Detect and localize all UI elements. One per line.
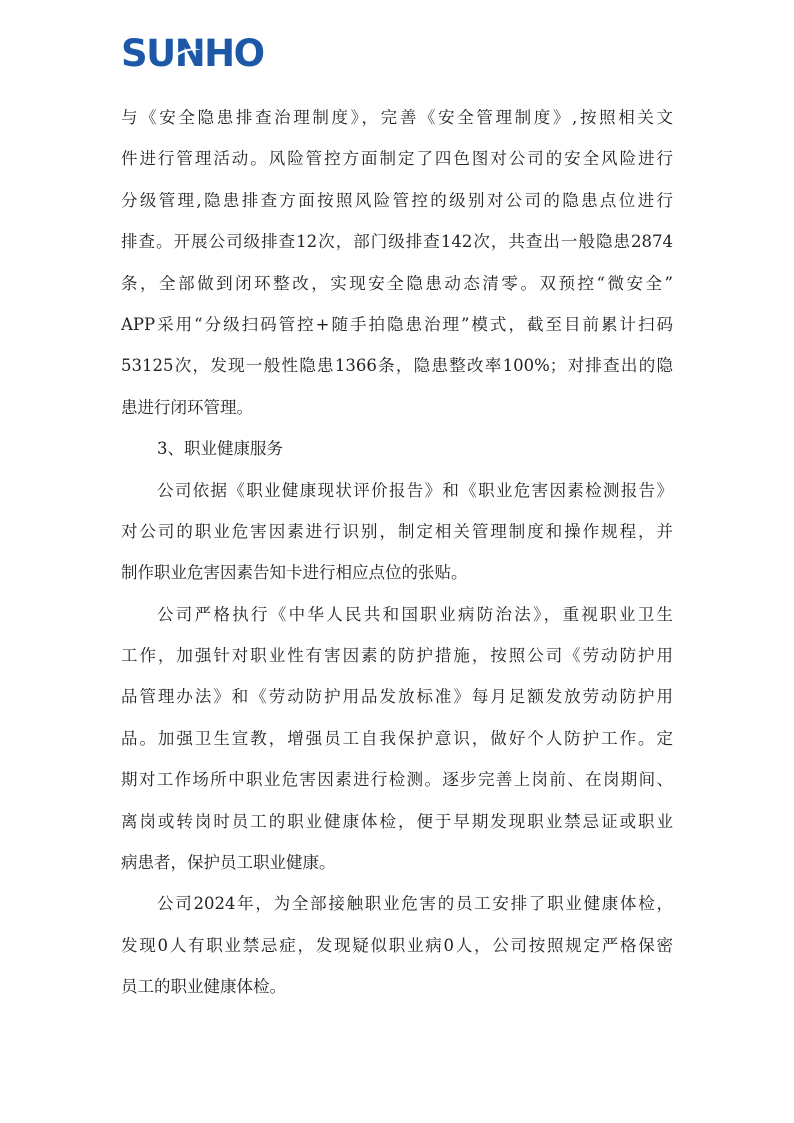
paragraph-line: 件进行管理活动。风险管控方面制定了四色图对公司的安全风险进行 [121, 149, 673, 169]
section-heading: 3、职业健康服务 [157, 439, 283, 459]
paragraph-line: 53125次，发现一般性隐患1366条，隐患整改率100%；对排查出的隐 [121, 356, 673, 376]
paragraph-line: 品。加强卫生宣教，增强员工自我保护意识，做好个人防护工作。定 [121, 728, 673, 748]
paragraph-line: 公司严格执行《中华人民共和国职业病防治法》，重视职业卫生 [157, 604, 673, 624]
paragraph-line: APP采用“分级扫码管控+随手拍隐患治理”模式，截至目前累计扫码 [121, 314, 673, 334]
logo-swoosh-icon [172, 46, 204, 58]
paragraph-line: 对公司的职业危害因素进行识别，制定相关管理制度和操作规程，并 [121, 521, 673, 541]
paragraph-line: 与《安全隐患排查治理制度》，完善《安全管理制度》,按照相关文 [121, 108, 673, 127]
logo-text-su: SU [121, 32, 175, 75]
paragraph-line: 病患者，保护员工职业健康。 [121, 853, 336, 873]
paragraph-line: 分级管理,隐患排查方面按照风险管控的级别对公司的隐患点位进行 [121, 190, 673, 210]
paragraph-line: 员工的职业健康体检。 [121, 977, 286, 997]
paragraph-line: 条，全部做到闭环整改，实现安全隐患动态清零。双预控“微安全” [121, 273, 673, 293]
paragraph-line: 制作职业危害因素告知卡进行相应点位的张贴。 [121, 563, 468, 583]
paragraph-line: 期对工作场所中职业危害因素进行检测。逐步完善上岗前、在岗期间、 [121, 770, 673, 790]
paragraph-line: 公司2024年，为全部接触职业危害的员工安排了职业健康体检， [157, 894, 673, 914]
logo-text-ho: HO [204, 32, 264, 75]
paragraph-line: 发现0人有职业禁忌症，发现疑似职业病0人，公司按照规定严格保密 [121, 935, 673, 955]
paragraph-line: 工作，加强针对职业性有害因素的防护措施，按照公司《劳动防护用 [121, 646, 673, 666]
logo-text-n [174, 32, 205, 75]
paragraph-line: 排查。开展公司级排查12次，部门级排查142次，共查出一般隐患2874 [121, 232, 673, 252]
logo-letter-n: N [174, 32, 205, 75]
paragraph-line: 离岗或转岗时员工的职业健康体检，便于早期发现职业禁忌证或职业 [121, 811, 673, 831]
paragraph-line: 患进行闭环管理。 [121, 397, 253, 417]
sunho-logo [121, 32, 264, 75]
paragraph-line: 品管理办法》和《劳动防护用品发放标准》每月足额发放劳动防护用 [121, 687, 673, 707]
paragraph-line: 公司依据《职业健康现状评价报告》和《职业危害因素检测报告》 [157, 480, 673, 500]
document-body [121, 100, 673, 1011]
